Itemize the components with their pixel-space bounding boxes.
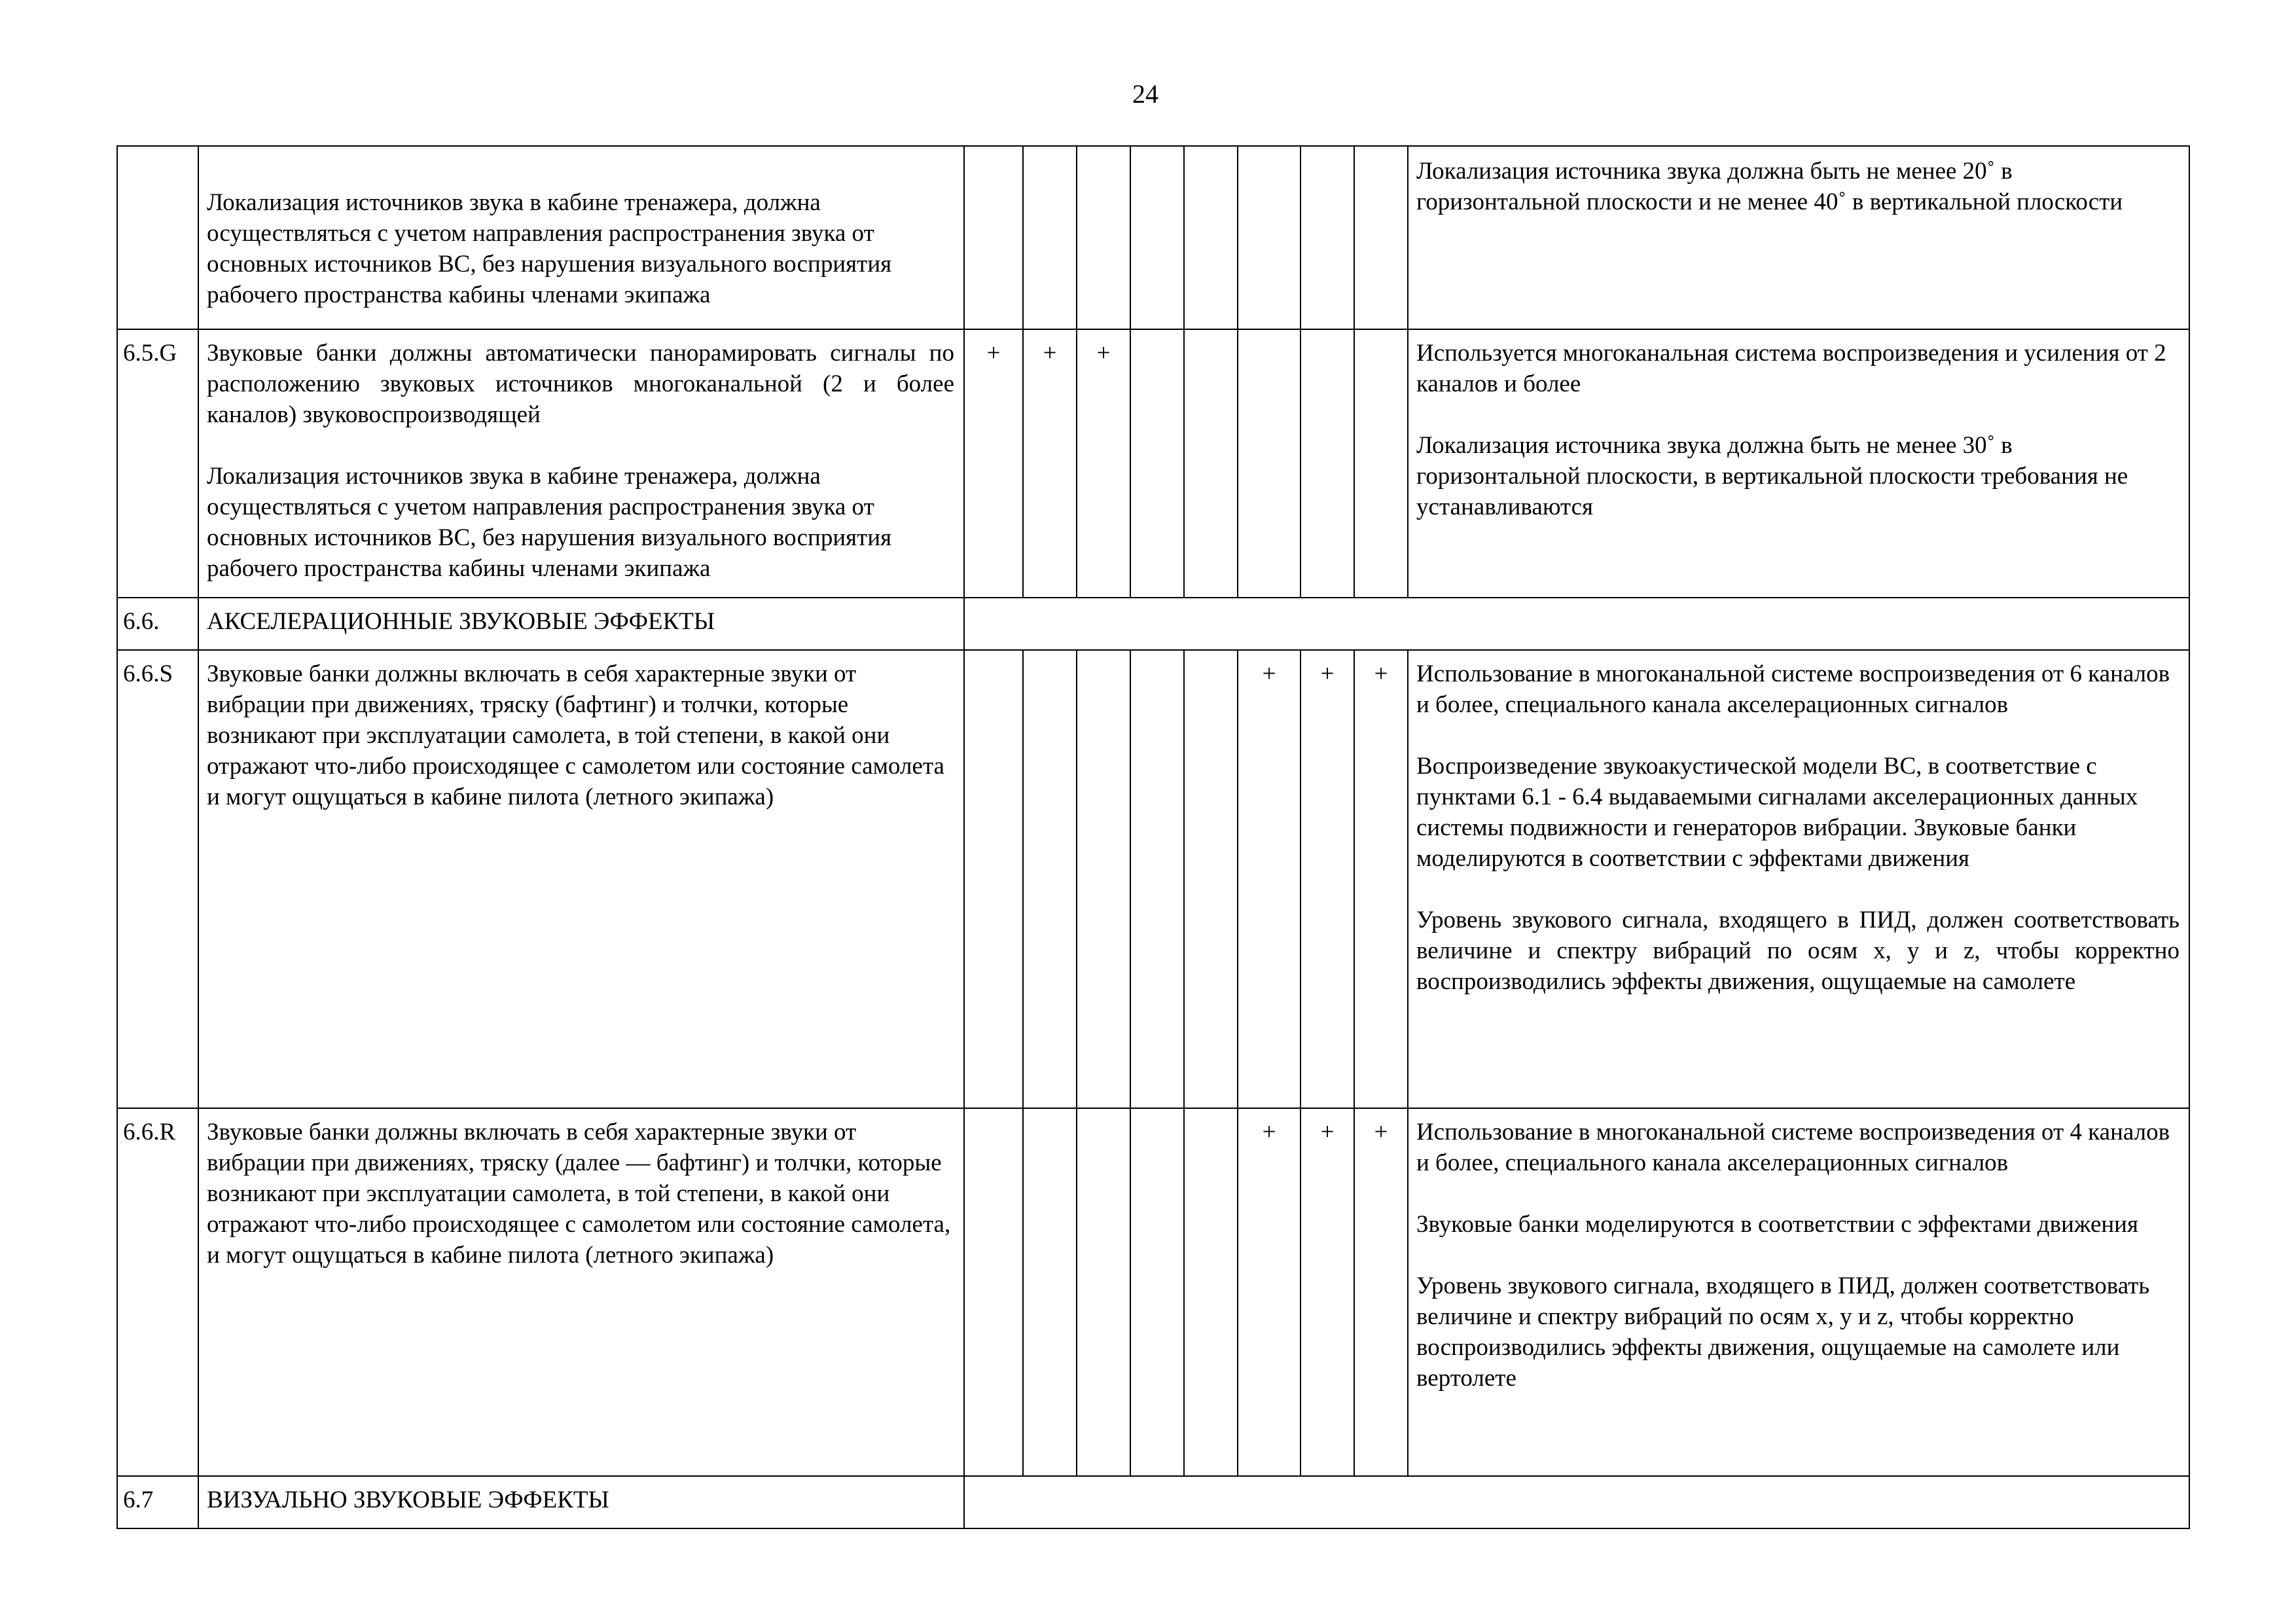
item-number-cell: 6.6.S: [117, 650, 198, 1108]
mark-cell: +: [1077, 329, 1130, 598]
mark-cell: [1023, 650, 1077, 1108]
mark-cell: [1023, 146, 1077, 329]
note-cell: [1408, 650, 2189, 1108]
note-paragraph: Использование в многоканальной системе воспроизведения от 6 каналов и более, специального канала акселерационных сигналов: [1416, 660, 2170, 718]
mark-cell: [1184, 650, 1238, 1108]
section-number-cell: 6.7: [117, 1476, 198, 1528]
note-cell: [1408, 1108, 2189, 1476]
mark-cell: [1077, 146, 1130, 329]
mark-cell: [1300, 146, 1354, 329]
requirement-paragraph: Звуковые банки должны включать в себя характерные звуки от вибрации при движениях, тряску (бафтинг) и толчки, которые возникают при эксплуатации самолета, в той степени, в какой они отражают что-либо происходящее с самолетом или состояние самолета и могут ощущаться в кабине пилота (летного экипажа): [207, 660, 944, 810]
mark-cell: [1130, 146, 1184, 329]
table-row: [117, 146, 2189, 329]
table-row: [117, 1108, 2189, 1476]
requirement-paragraph: Локализация источников звука в кабине тренажера, должна осуществляться с учетом направления распространения звука от основных источников ВС, без нарушения визуального восприятия рабочего пространства кабины членами экипажа: [207, 189, 892, 308]
section-row: [117, 1476, 2189, 1528]
page-number: 24: [1132, 79, 1158, 109]
section-title-cell: АКСЕЛЕРАЦИОННЫЕ ЗВУКОВЫЕ ЭФФЕКТЫ: [198, 598, 964, 650]
section-title-cell: ВИЗУАЛЬНО ЗВУКОВЫЕ ЭФФЕКТЫ: [198, 1476, 964, 1528]
requirement-description-cell: [198, 329, 964, 598]
empty-cell: [964, 598, 2189, 650]
mark-cell: +: [1354, 650, 1408, 1108]
note-paragraph: Уровень звукового сигнала, входящего в ПИД, должен соответствовать величине и спектру вибраций по осям x, y и z, чтобы корректно воспроизводились эффекты движения, ощущаемые на самолете: [1416, 907, 2179, 995]
mark-cell: +: [1238, 1108, 1300, 1476]
requirement-paragraph: Локализация источников звука в кабине тренажера, должна осуществляться с учетом направления распространения звука от основных источников ВС, без нарушения визуального восприятия рабочего пространства кабины членами экипажа: [207, 463, 892, 582]
item-number-cell: 6.5.G: [117, 329, 198, 598]
requirement-paragraph: Звуковые банки должны автоматически панорамировать сигналы по расположению звуковых источников многоканальной (2 и более каналов) звуковоспроизводящей: [207, 340, 954, 428]
mark-cell: [964, 1108, 1023, 1476]
note-paragraph: Уровень звукового сигнала, входящего в ПИД, должен соответствовать величине и спектру вибраций по осям x, y и z, чтобы корректно воспроизводились эффекты движения, ощущаемые на самолете или вертолете: [1416, 1272, 2150, 1392]
note-paragraph: Звуковые банки моделируются в соответствии с эффектами движения: [1416, 1211, 2138, 1238]
mark-cell: [964, 146, 1023, 329]
mark-cell: +: [1238, 650, 1300, 1108]
mark-cell: [1354, 146, 1408, 329]
mark-cell: [1130, 1108, 1184, 1476]
mark-cell: [1184, 329, 1238, 598]
note-paragraph: Локализация источника звука должна быть не менее 20˚ в горизонтальной плоскости и не менее 40˚ в вертикальной плоскости: [1416, 158, 2123, 215]
section-number-cell: 6.6.: [117, 598, 198, 650]
mark-cell: +: [1300, 1108, 1354, 1476]
mark-cell: [1130, 329, 1184, 598]
note-paragraph: Воспроизведение звукоакустической модели ВС, в соответствие с пунктами 6.1 - 6.4 выдаваемыми сигналами акселерационных данных системы подвижности и генераторов вибрации. Звуковые банки моделируются в соответствии с эффектами движения: [1416, 753, 2138, 872]
mark-cell: [1130, 650, 1184, 1108]
mark-cell: [1300, 329, 1354, 598]
mark-cell: [1077, 1108, 1130, 1476]
section-row: [117, 598, 2189, 650]
mark-cell: +: [1354, 1108, 1408, 1476]
note-cell: [1408, 329, 2189, 598]
mark-cell: +: [964, 329, 1023, 598]
item-number-cell: 6.6.R: [117, 1108, 198, 1476]
note-paragraph: Используется многоканальная система воспроизведения и усиления от 2 каналов и более: [1416, 340, 2166, 397]
empty-cell: [964, 1476, 2189, 1528]
item-number-cell: [117, 146, 198, 329]
requirement-description-cell: [198, 650, 964, 1108]
mark-cell: +: [1300, 650, 1354, 1108]
requirement-description-cell: [198, 146, 964, 329]
mark-cell: [964, 650, 1023, 1108]
mark-cell: +: [1023, 329, 1077, 598]
table-row: [117, 650, 2189, 1108]
requirement-paragraph: Звуковые банки должны включать в себя характерные звуки от вибрации при движениях, тряску (далее — бафтинг) и толчки, которые возникают при эксплуатации самолета, в той степени, в какой они отражают что-либо происходящее с самолетом или состояние самолета, и могут ощущаться в кабине пилота (летного экипажа): [207, 1119, 951, 1269]
mark-cell: [1354, 329, 1408, 598]
mark-cell: [1238, 146, 1300, 329]
requirements-table: [117, 145, 2190, 1529]
requirement-description-cell: [198, 1108, 964, 1476]
note-cell: [1408, 146, 2189, 329]
mark-cell: [1238, 329, 1300, 598]
mark-cell: [1184, 1108, 1238, 1476]
mark-cell: [1077, 650, 1130, 1108]
table-row: [117, 329, 2189, 598]
note-paragraph: Локализация источника звука должна быть не менее 30˚ в горизонтальной плоскости, в вертикальной плоскости требования не устанавливаются: [1416, 432, 2128, 520]
mark-cell: [1023, 1108, 1077, 1476]
note-paragraph: Использование в многоканальной системе воспроизведения от 4 каналов и более, специального канала акселерационных сигналов: [1416, 1119, 2170, 1176]
mark-cell: [1184, 146, 1238, 329]
